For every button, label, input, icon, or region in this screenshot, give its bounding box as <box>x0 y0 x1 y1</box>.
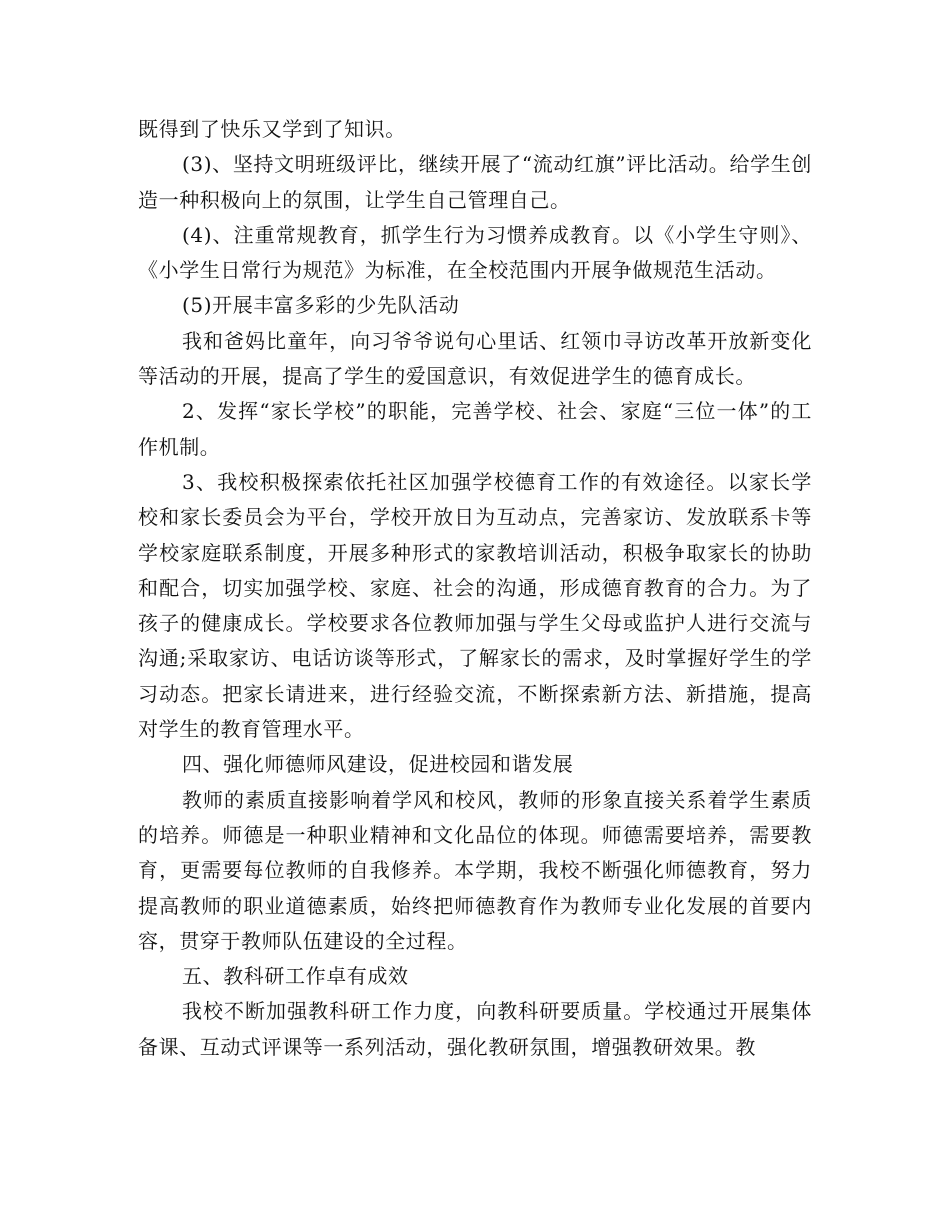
paragraph-item-3: (3)、坚持文明班级评比，继续开展了“流动红旗”评比活动。给学生创造一种积极向上的氛围，让学生自己管理自己。 <box>138 152 812 212</box>
paragraph-research: 我校不断加强教科研工作力度，向教科研要质量。学校通过开展集体备课、互动式评课等一系列活动，强化教研氛围，增强教研效果。教 <box>138 999 812 1059</box>
section-heading-research: 五、教科研工作卓有成效 <box>182 964 409 989</box>
paragraph-item-4: (4)、注重常规教育，抓学生行为习惯养成教育。以《小学生守则》、《小学生日常行为规范》为标准，在全校范围内开展争做规范生活动。 <box>138 222 812 283</box>
section-heading-teacher-ethics: 四、强化师德师风建设，促进校园和谐发展 <box>182 752 574 777</box>
paragraph-teacher-quality: 教师的素质直接影响着学风和校风，教师的形象直接关系着学生素质的培养。师德是一种职业精神和文化品位的体现。师德需要培养，需要教育，更需要每位教师的自我修养。本学期，我校不断强化师德教育，努力提高教师的职业道德素质，始终把师德教育作为教师专业化发展的首要内容，贯穿于教师队伍建设的全过程。 <box>138 787 812 953</box>
document-body <box>138 112 812 1065</box>
paragraph-community: 3、我校积极探索依托社区加强学校德育工作的有效途径。以家长学校和家长委员会为平台，学校开放日为互动点，完善家访、发放联系卡等学校家庭联系制度，开展多种形式的家教培训活动，积极争取家长的协助和配合，切实加强学校、家庭、社会的沟通，形成德育教育的合力。为了孩子的健康成长。学校要求各位教师加强与学生父母或监护人进行交流与沟通;采取家访、电话访谈等形式，了解家长的需求，及时掌握好学生的学习动态。把家长请进来，进行经验交流，不断探索新方法、新措施，提高对学生的教育管理水平。 <box>138 469 812 742</box>
paragraph-continuation: 既得到了快乐又学到了知识。 <box>138 117 406 141</box>
paragraph-parent-school: 2、发挥“家长学校”的职能，完善学校、社会、家庭“三位一体”的工作机制。 <box>138 399 812 459</box>
paragraph-item-5: (5)开展丰富多彩的少先队活动 <box>182 293 460 318</box>
paragraph-activities: 我和爸妈比童年，向习爷爷说句心里话、红领巾寻访改革开放新变化等活动的开展，提高了学生的爱国意识，有效促进学生的德育成长。 <box>138 328 812 389</box>
